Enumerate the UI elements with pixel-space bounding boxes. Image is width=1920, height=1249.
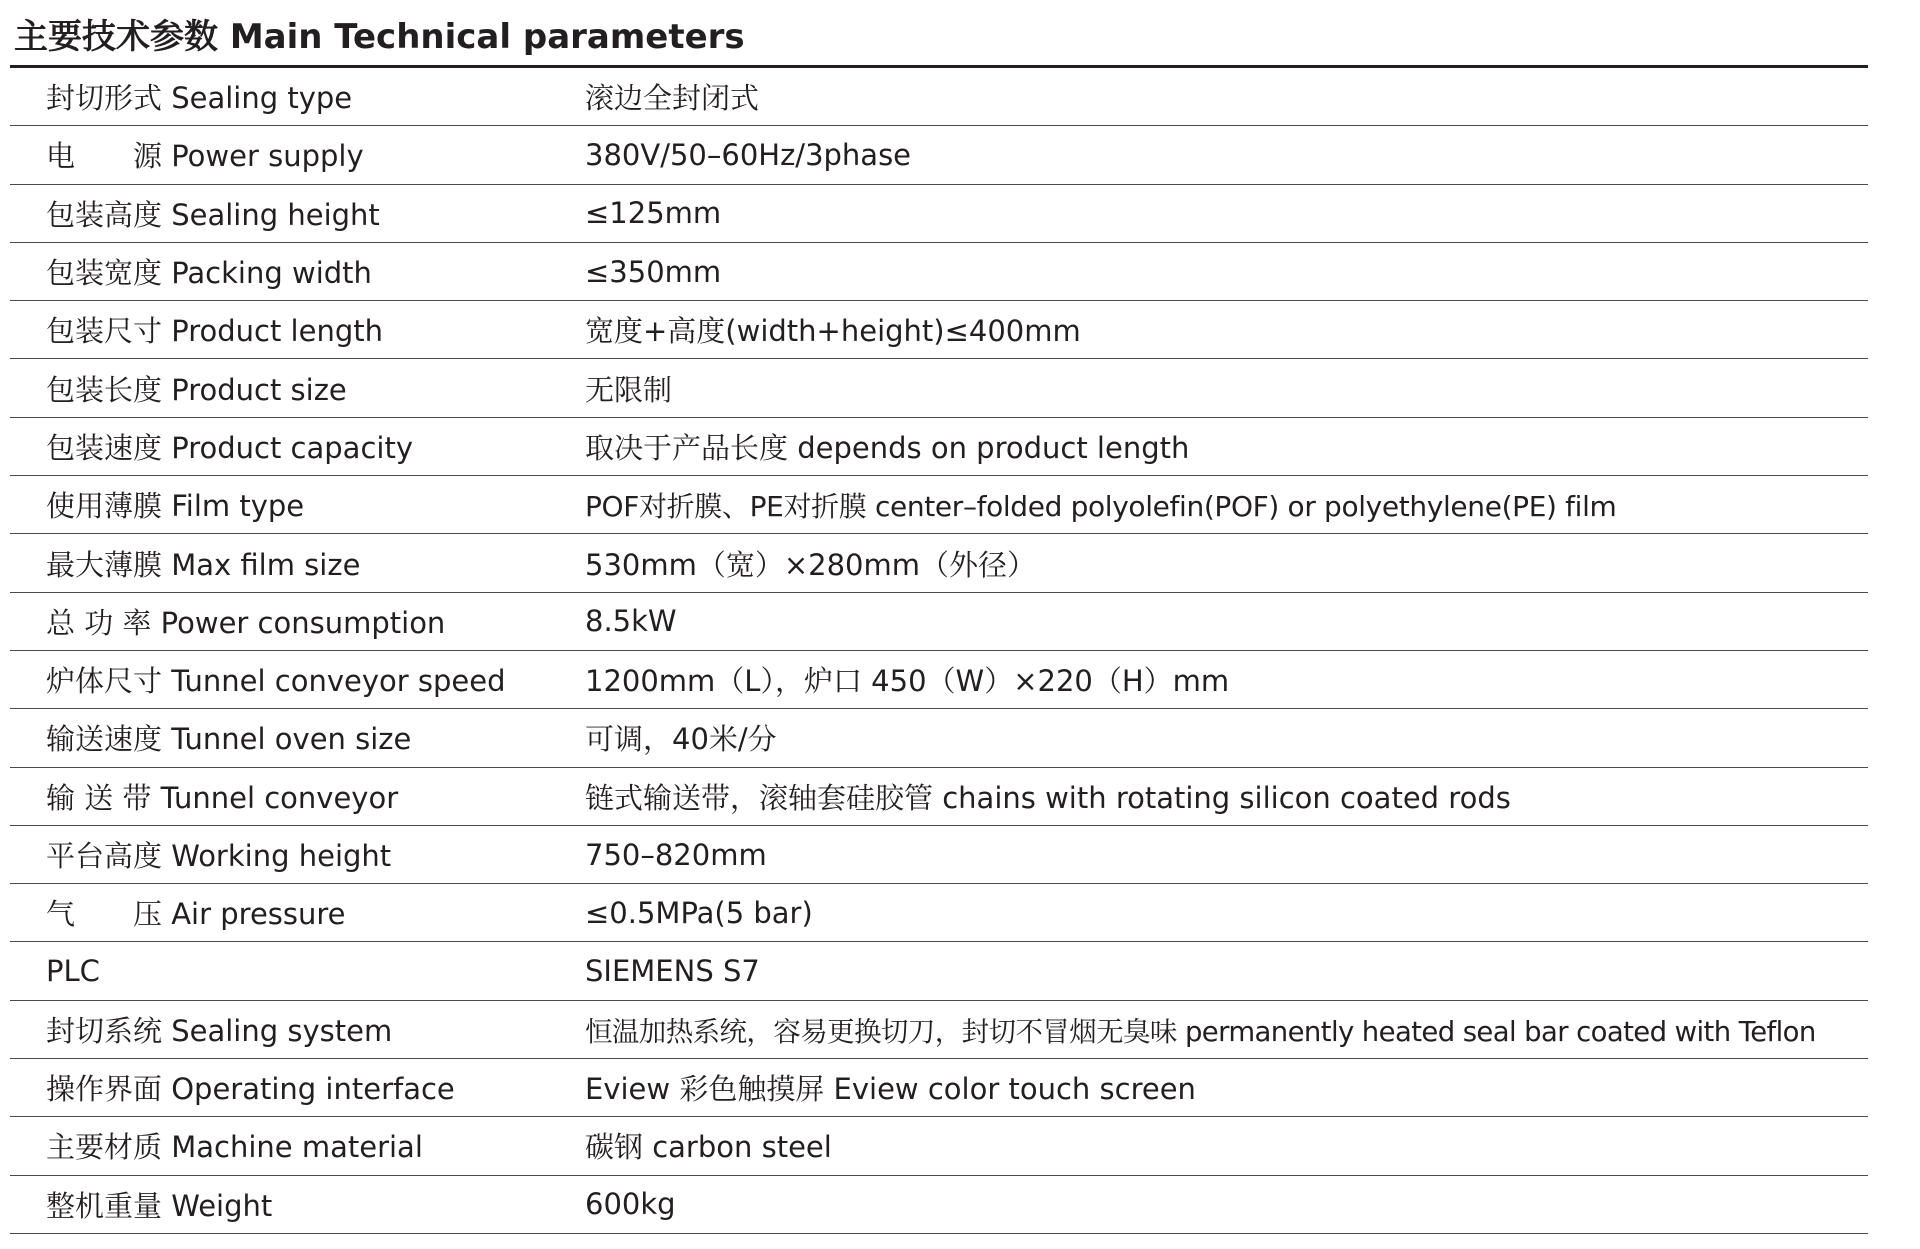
row-value: 无限制 xyxy=(585,372,673,407)
row-label: 包装宽度 Packing width xyxy=(46,256,372,291)
row-value: 750–820mm xyxy=(585,837,767,872)
table-row-air-pressure xyxy=(10,884,1868,942)
table-row-sealing-height xyxy=(10,185,1868,243)
table-row-sealing-type xyxy=(10,68,1868,126)
row-value: 530mm（宽）×280mm（外径） xyxy=(585,547,1037,582)
row-value: 380V/50–60Hz/3phase xyxy=(585,137,912,172)
row-value: 8.5kW xyxy=(585,604,677,639)
table-row-tunnel-oven-size xyxy=(10,709,1868,767)
row-value: ≤125mm xyxy=(585,196,722,231)
table-row-max-film-size xyxy=(10,534,1868,592)
row-label: 平台高度 Working height xyxy=(46,839,392,873)
table-row-tunnel-conveyor-speed xyxy=(10,651,1868,709)
table-row-working-height xyxy=(10,826,1868,884)
row-label: 包装高度 Sealing height xyxy=(46,197,380,232)
row-value: POF对折膜、PE对折膜 center–folded polyolefin(POF) or polyethylene(PE) film xyxy=(585,489,1617,523)
table-row-power-supply xyxy=(10,126,1868,184)
row-label: 操作界面 Operating interface xyxy=(46,1072,455,1107)
row-label: 总 功 率 Power consumption xyxy=(46,605,446,640)
row-value: 取决于产品长度 depends on product length xyxy=(585,430,1190,465)
table-row-power-consumption xyxy=(10,593,1868,651)
row-label: 封切系统 Sealing system xyxy=(46,1013,393,1048)
row-label: 输送速度 Tunnel oven size xyxy=(46,722,412,757)
table-row-tunnel-conveyor xyxy=(10,768,1868,826)
row-label: 包装尺寸 Product length xyxy=(46,314,383,349)
row-label: 输 送 带 Tunnel conveyor xyxy=(46,780,399,815)
row-label: 最大薄膜 Max film size xyxy=(46,547,361,582)
row-value: 可调，40米/分 xyxy=(585,722,777,757)
row-label: PLC xyxy=(46,954,100,989)
row-value: ≤0.5MPa(5 bar) xyxy=(585,895,813,930)
row-label: 使用薄膜 Film type xyxy=(46,489,305,524)
row-label: 包装长度 Product size xyxy=(46,372,347,407)
row-value: 滚边全封闭式 xyxy=(585,81,760,116)
row-value: 恒温加热系统，容易更换切刀，封切不冒烟无臭味 permanently heated seal bar coated with Teflon xyxy=(585,1016,1816,1049)
row-label: 炉体尺寸 Tunnel conveyor speed xyxy=(46,664,506,699)
row-label: 封切形式 Sealing type xyxy=(46,81,353,116)
row-value: SIEMENS S7 xyxy=(585,954,760,989)
table-row-packing-width xyxy=(10,243,1868,301)
row-value: 宽度+高度(width+height)≤400mm xyxy=(585,314,1081,349)
row-label: 气 压 Air pressure xyxy=(46,897,346,932)
spec-table xyxy=(10,68,1868,1234)
row-value: 链式输送带，滚轴套硅胶管 chains with rotating silicon coated rods xyxy=(585,780,1511,815)
row-label: 主要材质 Machine material xyxy=(46,1130,423,1165)
table-row-weight xyxy=(10,1176,1868,1234)
table-row-product-length xyxy=(10,301,1868,359)
row-value: 600kg xyxy=(585,1187,676,1222)
row-value: 碳钢 carbon steel xyxy=(585,1130,832,1165)
table-row-machine-material xyxy=(10,1117,1868,1175)
page-title: 主要技术参数 Main Technical parameters xyxy=(14,17,745,57)
table-row-film-type xyxy=(10,476,1868,534)
row-label: 包装速度 Product capacity xyxy=(46,430,413,465)
row-label: 整机重量 Weight xyxy=(46,1188,273,1223)
table-row-product-size xyxy=(10,359,1868,417)
table-row-operating-interface xyxy=(10,1059,1868,1117)
table-row-sealing-system xyxy=(10,1001,1868,1059)
row-value: Eview 彩色触摸屏 Eview color touch screen xyxy=(585,1072,1196,1107)
row-value: 1200mm（L），炉口 450（W）×220（H）mm xyxy=(585,664,1230,699)
table-row-product-capacity xyxy=(10,418,1868,476)
table-row-plc xyxy=(10,942,1868,1000)
row-value: ≤350mm xyxy=(585,254,722,289)
row-label: 电 源 Power supply xyxy=(46,139,364,174)
